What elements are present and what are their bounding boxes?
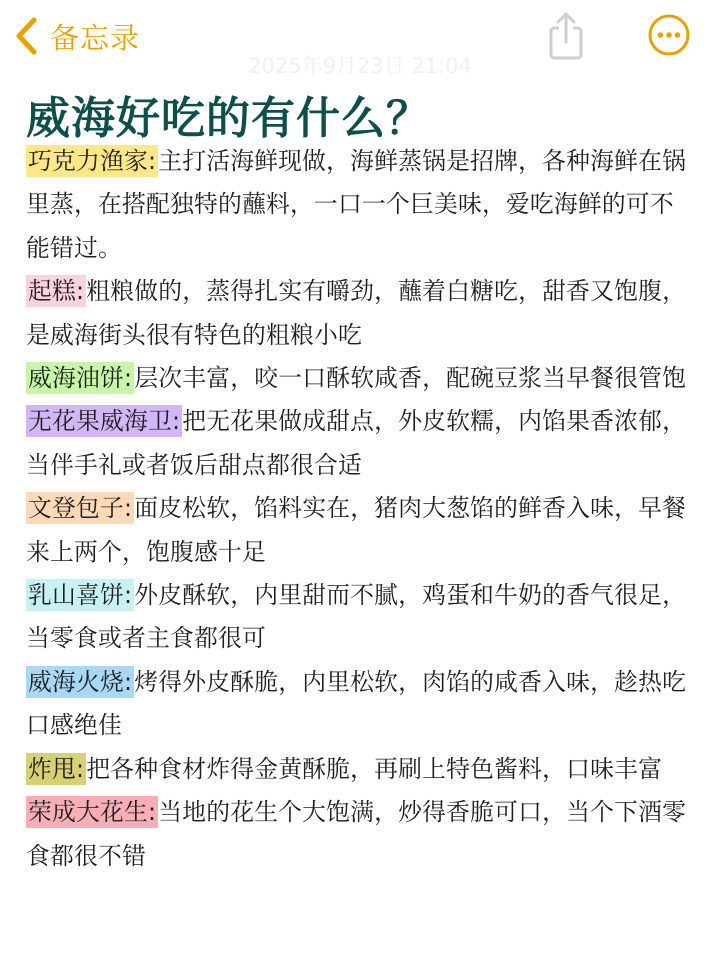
food-item	[26, 140, 696, 270]
food-description: 主打活海鲜现做，海鲜蒸锅是招牌，各种海鲜在锅里蒸，在搭配独特的蘸料，一口一个巨美味，爱吃海鲜的可不能错过。	[26, 147, 687, 262]
food-list	[26, 140, 696, 878]
food-description: 面皮松软，馅料实在，猪肉大葱馅的鲜香入味，早餐来上两个，饱腹感十足	[26, 494, 687, 566]
back-label: 备忘录	[50, 20, 141, 55]
food-description: 把无花果做成甜点，外皮软糯，内馅果香浓郁，当伴手礼或者饭后甜点都很合适	[26, 407, 687, 479]
food-item	[26, 574, 696, 661]
food-name-tag: 文登包子:	[28, 494, 133, 523]
food-description: 层次丰富，咬一口酥软咸香，配碗豆浆当早餐很管饱	[134, 364, 687, 393]
food-item	[26, 487, 696, 574]
food-name-tag: 威海火烧:	[28, 667, 133, 696]
food-name-tag: 乳山喜饼:	[28, 581, 133, 610]
food-name-tag: 无花果威海卫:	[28, 407, 181, 436]
food-item	[26, 791, 696, 878]
note-title: 威海好吃的有什么？	[26, 93, 431, 144]
food-name-tag: 炸甩:	[28, 754, 85, 783]
food-description: 把各种食材炸得金黄酥脆，再刷上特色酱料，口味丰富	[86, 754, 663, 783]
more-ellipsis-icon[interactable]	[648, 14, 690, 56]
food-name-tag: 巧克力渔家:	[28, 147, 157, 175]
food-name-tag: 起糕:	[28, 277, 85, 306]
food-item	[26, 357, 696, 400]
food-description: 外皮酥软，内里甜而不腻，鸡蛋和牛奶的香气很足，当零食或者主食都很可	[26, 581, 687, 653]
share-icon[interactable]	[546, 10, 586, 60]
food-item	[26, 270, 696, 357]
food-description: 当地的花生个大饱满，炒得香脆可口，当个下酒零食都很不错	[26, 798, 687, 870]
navigation-bar	[0, 0, 720, 76]
food-item	[26, 661, 696, 748]
food-item	[26, 748, 696, 791]
food-description: 粗粮做的，蒸得扎实有嚼劲，蘸着白糖吃，甜香又饱腹，是威海街头很有特色的粗粮小吃	[26, 277, 687, 349]
note-timestamp: 2025年9月23日 21:04	[248, 54, 472, 78]
food-item	[26, 400, 696, 487]
food-description: 烤得外皮酥脆，内里松软，肉馅的咸香入味，趁热吃口感绝佳	[26, 667, 687, 740]
food-name-tag: 威海油饼:	[28, 364, 133, 393]
food-name-tag: 荣成大花生:	[28, 798, 157, 827]
